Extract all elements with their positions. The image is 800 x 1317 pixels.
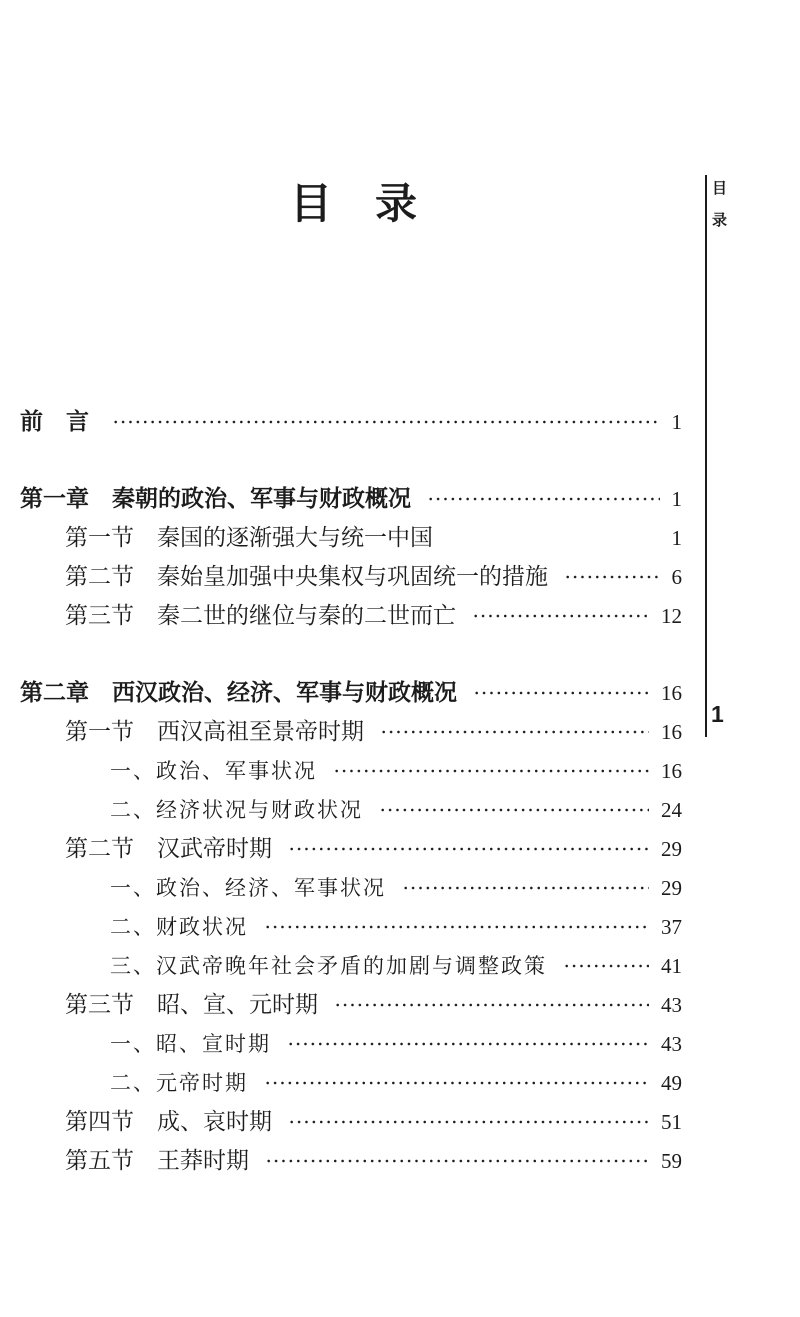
toc-item-2-3-2: [0, 1063, 682, 1102]
entry-page-number: 1: [671, 486, 682, 511]
entry-page-number: 43: [661, 992, 682, 1017]
entry-page-number: 51: [661, 1109, 682, 1134]
page-number: 1: [711, 701, 724, 727]
dot-leader: [264, 924, 649, 930]
toc-item-2-1-2: [0, 790, 682, 829]
entry-page-number: 12: [661, 603, 682, 628]
entry-label: 一、政治、军事状况: [110, 758, 317, 783]
entry-label: 二、财政状况: [110, 914, 248, 939]
dot-leader: [288, 846, 649, 852]
table-of-contents: [0, 402, 682, 1180]
entry-number: 第一节: [65, 718, 134, 745]
entry-number: 第二节: [65, 835, 134, 862]
toc-section-1-3: [0, 596, 682, 635]
toc-item-2-2-3: [0, 946, 682, 985]
entry-number: 第五节: [65, 1147, 134, 1174]
entry-number: 第四节: [65, 1108, 134, 1135]
page-title: 目录: [290, 179, 461, 228]
entry-page-number: 16: [661, 680, 682, 705]
entry-number: 第三节: [65, 602, 134, 629]
entry-number: 第一章: [20, 485, 89, 512]
dot-leader: [427, 496, 660, 502]
entry-label: 一、政治、经济、军事状况: [110, 875, 386, 900]
entry-number: 第三节: [65, 991, 134, 1018]
dot-leader: [288, 1119, 649, 1125]
entry-page-number: 6: [671, 564, 682, 589]
dot-leader: [449, 535, 660, 541]
entry-page-number: 24: [661, 797, 682, 822]
toc-section-1-2: [0, 557, 682, 596]
entry-label: 三、汉武帝晚年社会矛盾的加剧与调整政策: [110, 953, 547, 978]
entry-title: 西汉政治、经济、军事与财政概况: [112, 679, 457, 706]
entry-title: 秦国的逐渐强大与统一中国: [157, 524, 433, 551]
entry-page-number: 29: [661, 836, 682, 861]
entry-page-number: 1: [671, 525, 682, 550]
entry-page-number: 16: [661, 719, 682, 744]
toc-item-2-3-1: [0, 1024, 682, 1063]
toc-preface: [0, 402, 682, 441]
toc-item-2-1-1: [0, 751, 682, 790]
toc-section-2-4: [0, 1102, 682, 1141]
dot-leader: [265, 1158, 649, 1164]
dot-leader: [287, 1041, 649, 1047]
entry-page-number: 1: [671, 409, 682, 434]
entry-number: 第一节: [65, 524, 134, 551]
toc-item-2-2-2: [0, 907, 682, 946]
entry-title: 秦二世的继位与秦的二世而亡: [157, 602, 456, 629]
dot-leader: [402, 885, 649, 891]
entry-page-number: 59: [661, 1148, 682, 1173]
toc-section-2-2: [0, 829, 682, 868]
entry-label: 前言: [20, 408, 112, 435]
toc-chapter-2: [0, 673, 682, 712]
entry-title: 秦始皇加强中央集权与巩固统一的措施: [157, 563, 548, 590]
entry-title: 秦朝的政治、军事与财政概况: [112, 485, 411, 512]
margin-rule: [705, 175, 707, 737]
entry-number: 第二节: [65, 563, 134, 590]
dot-leader: [112, 419, 660, 425]
dot-leader: [472, 613, 649, 619]
entry-label: 一、昭、宣时期: [110, 1031, 271, 1056]
entry-page-number: 43: [661, 1031, 682, 1056]
toc-section-2-3: [0, 985, 682, 1024]
toc-section-2-1: [0, 712, 682, 751]
entry-number: 第二章: [20, 679, 89, 706]
toc-chapter-1: [0, 479, 682, 518]
entry-page-number: 37: [661, 914, 682, 939]
dot-leader: [333, 768, 649, 774]
toc-item-2-2-1: [0, 868, 682, 907]
entry-title: 昭、宣、元时期: [157, 991, 318, 1018]
entry-title: 西汉高祖至景帝时期: [157, 718, 364, 745]
toc-section-1-1: [0, 518, 682, 557]
dot-leader: [334, 1002, 649, 1008]
entry-page-number: 29: [661, 875, 682, 900]
entry-title: 成、哀时期: [157, 1108, 272, 1135]
entry-label: 二、经济状况与财政状况: [110, 797, 363, 822]
entry-title: 王莽时期: [157, 1147, 249, 1174]
entry-page-number: 49: [661, 1070, 682, 1095]
dot-leader: [380, 729, 649, 735]
entry-page-number: 16: [661, 758, 682, 783]
entry-label: 二、元帝时期: [110, 1070, 248, 1095]
dot-leader: [379, 807, 649, 813]
dot-leader: [563, 963, 649, 969]
dot-leader: [564, 574, 660, 580]
dot-leader: [264, 1080, 649, 1086]
toc-section-2-5: [0, 1141, 682, 1180]
entry-title: 汉武帝时期: [157, 835, 272, 862]
dot-leader: [473, 690, 649, 696]
entry-page-number: 41: [661, 953, 682, 978]
running-header: 目录: [710, 180, 728, 244]
